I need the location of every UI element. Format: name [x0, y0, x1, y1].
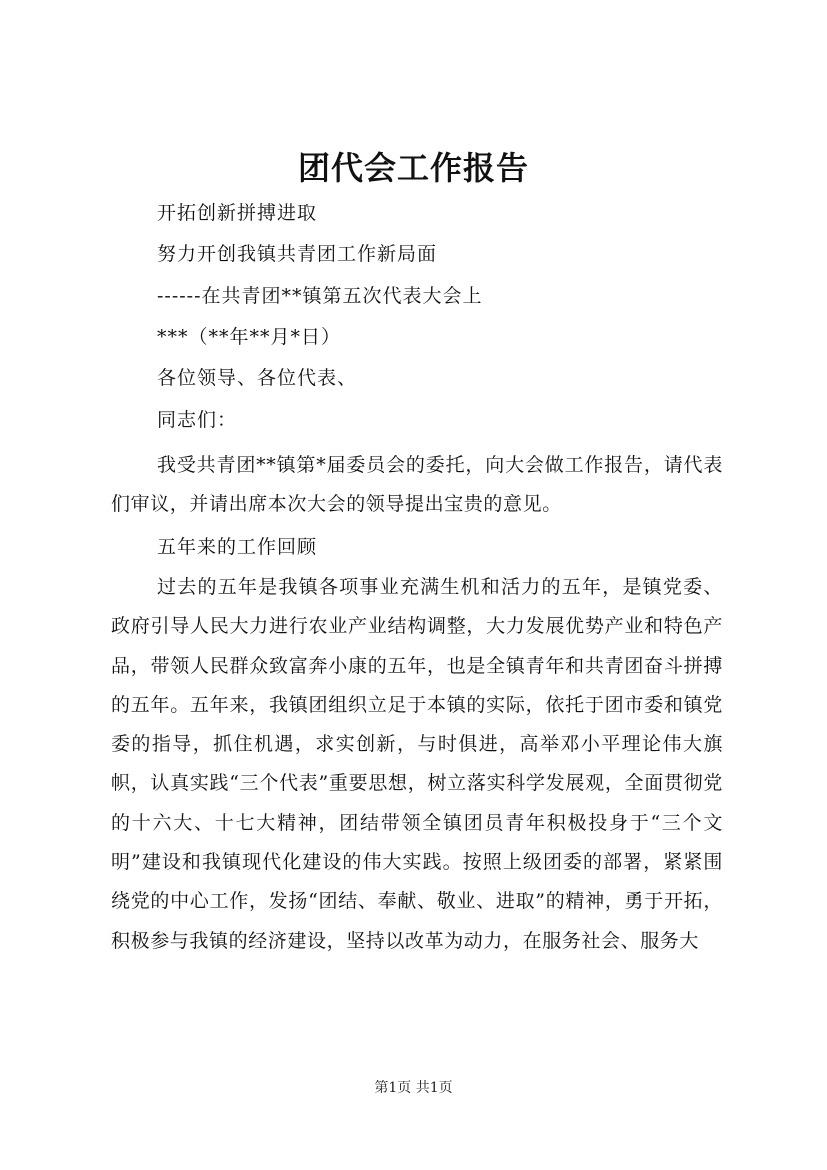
speaker-date-line: ***（**年**月*日）	[157, 326, 342, 348]
section-heading: 五年来的工作回顾	[157, 536, 318, 558]
subtitle-2: 努力开创我镇共青团工作新局面	[157, 243, 438, 265]
salutation-leaders: 各位领导、各位代表、	[157, 367, 358, 389]
paragraph-intro: 我受共青团**镇第*届委员会的委托，向大会做工作报告，请代表们审议，并请出席本次大会的领导提出宝贵的意见。	[111, 454, 723, 516]
paragraph-review: 过去的五年是我镇各项事业充满生机和活力的五年，是镇党委、政府引导人民大力进行农业产业结构调整，大力发展优势产业和特色产品，带领人民群众致富奔小康的五年，也是全镇青年和共青团奋斗拼搏的五年。五年来，我镇团组织立足于本镇的实际，依托于团市委和镇党委的指导，抓住机遇，求实创新，与时俱进，高举邓小平理论伟大旗帜，认真实践“三个代表”重要思想，树立落实科学发展观，全面贯彻党的十六大、十七大精神，团结带领全镇团员青年积极投身于“三个文明”建设和我镇现代化建设的伟大实践。按照上级团委的部署，紧紧围绕党的中心工作，发扬“团结、奉献、敬业、进取”的精神，勇于开拓，积极参与我镇的经济建设，坚持以改革为动力，在服务社会、服务大	[111, 576, 723, 952]
subtitle-1: 开拓创新拼搏进取	[157, 202, 318, 224]
page-footer: 第1页 共1页	[374, 1080, 453, 1096]
document-title: 团代会工作报告	[297, 149, 529, 187]
salutation-comrades: 同志们：	[157, 409, 238, 431]
speech-occasion-line: ------在共青团**镇第五次代表大会上	[157, 285, 483, 307]
